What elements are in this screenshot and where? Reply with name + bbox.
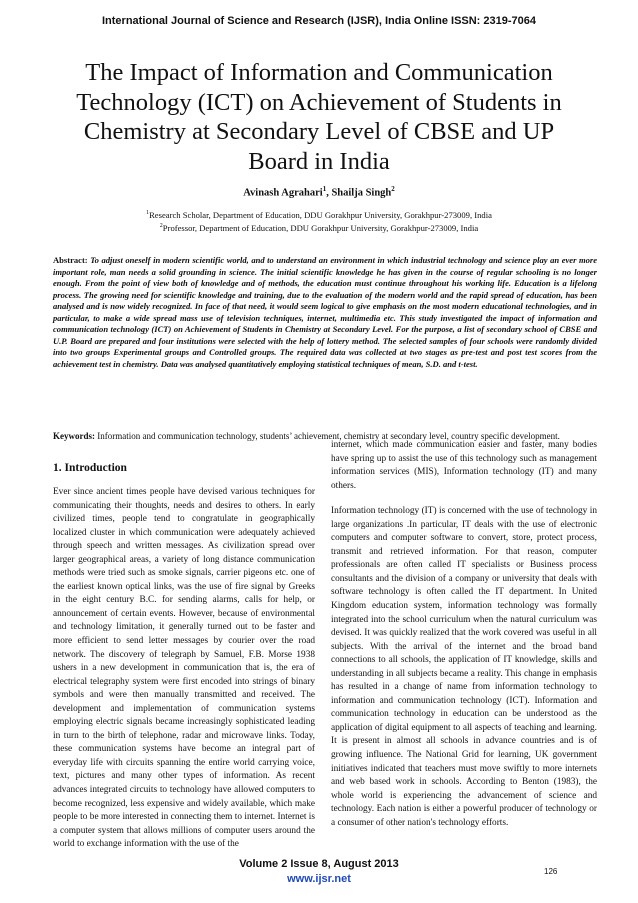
affiliation-2 <box>0 223 638 233</box>
paragraph: internet, which made communication easier and faster, many bodies have spring up to assist the use of this technology such as management information services (MIS), Information technology (IT) and many others. <box>331 440 597 491</box>
abstract-label: Abstract: <box>53 255 88 265</box>
paper-title: The Impact of Information and Communication Technology (ICT) on Achievement of Students in Chemistry at Secondary Level of CBSE and UP Board in India <box>76 59 562 175</box>
left-column <box>53 462 315 852</box>
affiliation-2-text: Professor, Department of Education, DDU Gorakhpur University, Gorakhpur-273009, India <box>162 223 479 233</box>
right-column <box>331 439 597 830</box>
author-1-name: Avinash Agrahari <box>243 187 323 199</box>
paragraph: Ever since ancient times people have devised various techniques for communicating their thoughts, needs and desires to others. In early civilized times, people tend to congratulate in geographically localized cluster in which communication were adequately achieved through speech and written messages. As civilization spread over larger geographical areas, a variety of long distance communication methods were tried such as smoke signals, carrier pigeons etc. one of the earliest known optical links, was the use of fire signal by Greeks in the eight century B.C. for sending alarms, calls for help, or announcement of certain events. However, because of environmental and technology limitation, it generally turned out to be faster and more efficient to send letter messages by courier over the road network. The discovery of telegraph by Samuel, F.B. Morse 1938 ushers in a new development in communication that is, the era of electrical telegraphy system were first encoded into strings of binary symbols and were then manually transmitted and received. The development and implementation of communication systems employing electric signals became increasingly sophisticated leading in turn to the birth of telephone, radar and microwave links. Today, these communication systems have become an integral part of everyday life with circuits spanning the entire world carrying voice, text, pictures and many other types of information. As recent advances integrated circuits to technology have allowed computers to become recognized, less expensive and widely available, which make people to be more interested in connecting them to internet. Internet is a computer system that allows millions of computer users around the world to exchange information with the use of the <box>53 487 315 850</box>
affiliation-2-sup: 2 <box>159 223 163 230</box>
affiliation-1 <box>0 210 638 220</box>
abstract <box>53 255 597 370</box>
abstract-text: To adjust oneself in modern scientific world, and to understand an environment in which industrial technology and science play an ever more important role, man needs a solid grounding in science. The initial scientific knowledge he has given in the course of regular schooling is no longer enough. From the point of view both of knowledge and of methods, the education must continue throughout his working life. Education is a lifelong process. The growing need for scientific knowledge and training, due to the evaluation of the modern world and the rapid spread of education, has been analysed and is now widely recognized. In face of that need, it would seem logical to give emphasis on the most modern educational technologies, and in particular, to make a wide spread mass use of television techniques, internet, multimedia etc. This study investigated the impact of information and communication technology (ICT) on Achievement of Students in Chemistry at Secondary Level. For the purpose, a list of secondary school of CBSE and U.P. Board are prepared and four institutions were selected with the help of lottery method. The selected samples of four schools were randomly divided into two groups Experimental groups and Controlled groups. The required data was collected at two stages as pre-test and post test scores from the achievement test in chemistry. Data was analysed quantitatively employing statistical techniques of mean, S.D. and t-test. <box>53 255 597 369</box>
author-2-sup: 2 <box>391 185 395 193</box>
keywords-label: Keywords: <box>53 431 95 441</box>
affiliation-1-text: Research Scholar, Department of Education, DDU Gorakhpur University, Gorakhpur-273009, India <box>149 210 492 220</box>
author-2-name: Shailja Singh <box>331 187 392 199</box>
author-separator: , <box>326 187 332 199</box>
page-number: 126 <box>544 867 558 876</box>
footer-website-link[interactable]: www.ijsr.net <box>287 873 351 885</box>
section-heading-introduction: 1. Introduction <box>53 462 127 474</box>
keywords-text: Information and communication technology, students’ achievement, chemistry at secondary level, country specific development. <box>97 431 560 441</box>
author-1-sup: 1 <box>322 185 327 193</box>
journal-header: International Journal of Science and Research (IJSR), India Online ISSN: 2319-7064 <box>101 15 537 27</box>
footer-issue: Volume 2 Issue 8, August 2013 <box>239 858 399 870</box>
author-line <box>0 185 638 199</box>
affiliation-1-sup: 1 <box>146 210 150 217</box>
paragraph: Information technology (IT) is concerned with the use of technology in large organizations .In particular, IT deals with the use of electronic computers and computer software to convert, store, protect process, transmit and retrieved information. For that reason, computer professionals are often called IT specialists or Business process consultants and the division of a company or university that deals with software technology is often called the IT department. In United Kingdom education system, information technology was formally integrated into the school curriculum when the natural curriculum was devised. It was quickly realized that the work covered was useful in all subjects. With the arrival of the internet and the broad band connections to all schools, the application of IT knowledge, skills and understanding in all subjects became a reality. This change in emphasis has resulted in a change of name from information technology to information and communication technology (ICT). Information and communication technology in education can be understood as the application of digital equipment to all aspects of teaching and learning. It is present in almost all schools in advance countries and is of growing influence. The National Grid for learning, UK government initiatives indicated that teachers must move swiftly to more internets and web based work in schools. According to Benton (1983), the whole world is experiencing the advancement of science and technology. Each nation is either a powerful producer of technology or a consumer of other nation's technology efforts. <box>331 506 597 828</box>
